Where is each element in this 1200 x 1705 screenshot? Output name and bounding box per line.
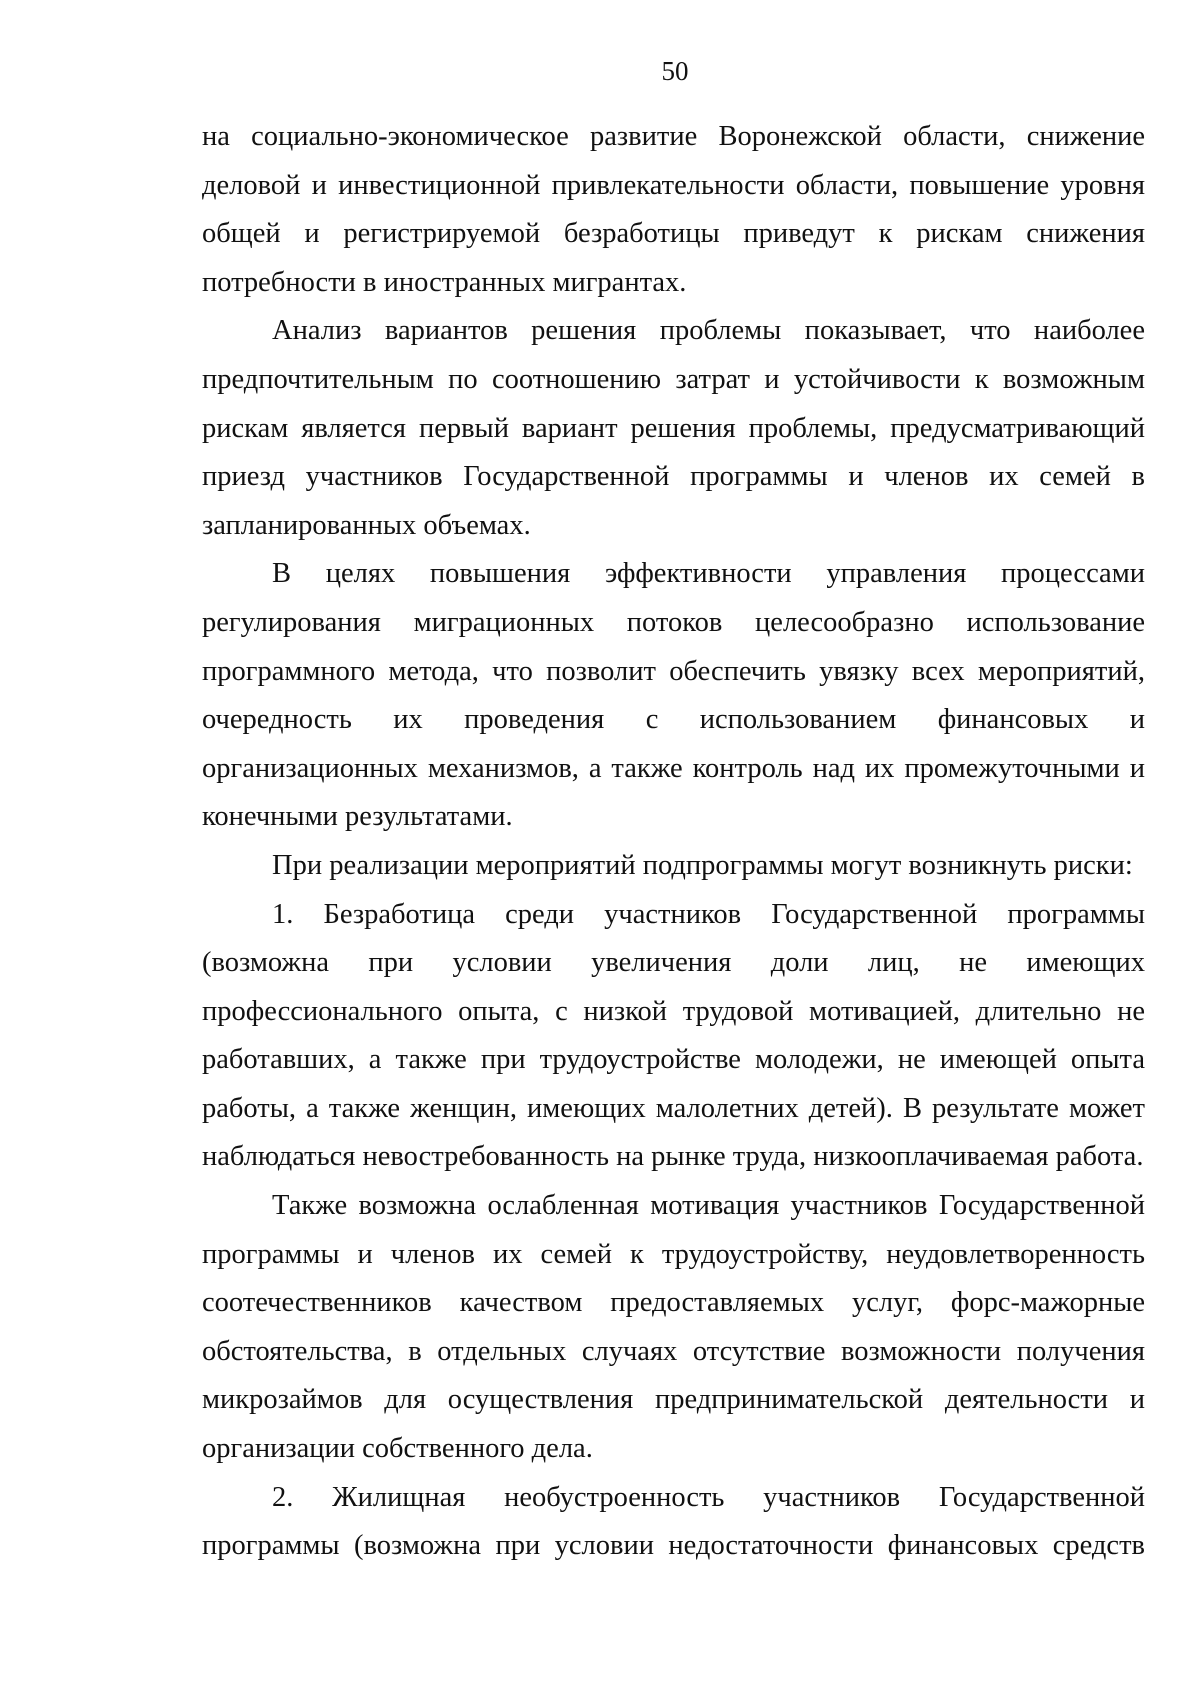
page-number: 50 [661, 56, 689, 86]
paragraph-risk-unemployment: 1. Безработица среди участников Государственной программы (возможна при условии увеличения доли лиц, не имеющих профессионального опыта, с низкой трудовой мотивацией, длительно не работавших, а также при трудоустройстве молодежи, не имеющей опыта работы, а также женщин, имеющих малолетних детей). В результате может наблюдаться невостребованность на рынке труда, низкооплачиваемая работа. [202, 898, 1145, 1173]
paragraph-analysis: Анализ вариантов решения проблемы показывает, что наиболее предпочтительным по соотношению затрат и устойчивости к возможным рискам является первый вариант решения проблемы, предусматривающий приезд участников Государственной программы и членов их семей в запланированных объемах. [202, 315, 1145, 541]
paragraph-program-method: В целях повышения эффективности управления процессами регулирования миграционных потоков целесообразно использование программного метода, что позволит обеспечить увязку всех мероприятий, очередность их проведения с использованием финансовых и организационных механизмов, а также контроль над их промежуточными и конечными результатами. [202, 558, 1145, 833]
paragraph-risks-intro: При реализации мероприятий подпрограммы могут возникнуть риски: [272, 849, 1133, 881]
paragraph-continuation: на социально-экономическое развитие Воронежской области, снижение деловой и инвестиционной привлекательности области, повышение уровня общей и регистрируемой безработицы приведут к рискам снижения потребности в иностранных мигрантах. [202, 121, 1145, 298]
document-body [202, 113, 1145, 1571]
paragraph-risk-motivation: Также возможна ослабленная мотивация участников Государственной программы и членов их семей к трудоустройству, неудовлетворенность соотечественников качеством предоставляемых услуг, форс-мажорные обстоятельства, в отдельных случаях отсутствие возможности получения микрозаймов для осуществления предпринимательской деятельности и организации собственного дела. [202, 1190, 1145, 1465]
paragraph-risk-housing: 2. Жилищная необустроенность участников Государственной программы (возможна при условии недостаточности финансовых средств [202, 1481, 1145, 1562]
